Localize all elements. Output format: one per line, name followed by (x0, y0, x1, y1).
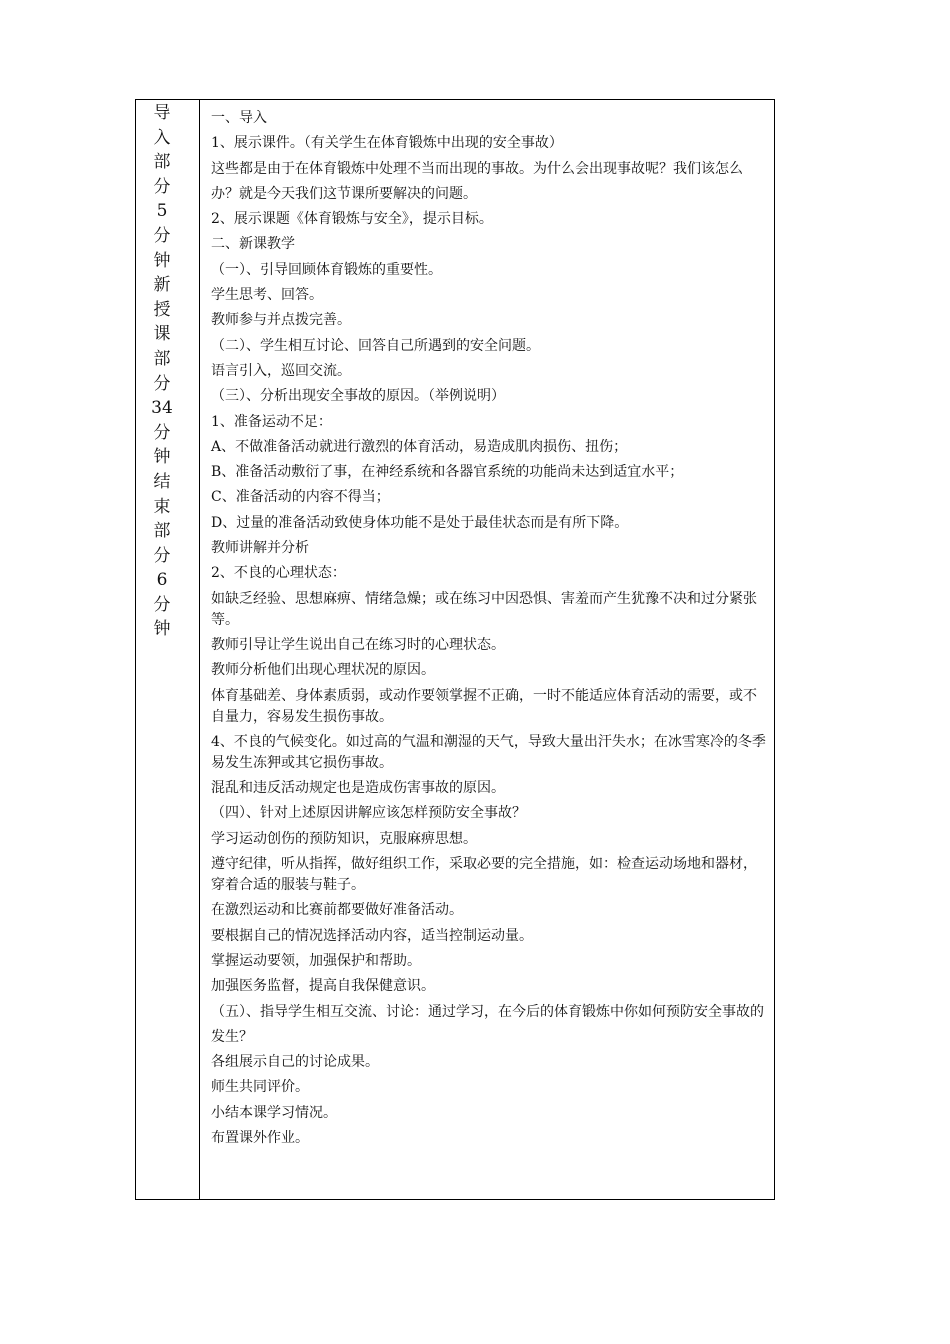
stage-char: 导 (153, 103, 171, 123)
stage-char: 分 (153, 594, 171, 615)
content-paragraph: 体育基础差、身体素质弱，或动作要领掌握不正确，一时不能适应体育活动的需要，或不自量力，容易发生损伤事故。 (211, 687, 757, 725)
content-paragraph: 1、准备运动不足： (211, 413, 332, 430)
stage-char: 钟 (153, 447, 171, 468)
content-paragraph: 4、不良的气候变化。如过高的气温和潮湿的天气，导致大量出汗失水；在冰雪寒冷的冬季易发生冻狎或其它损伤事故。 (211, 733, 766, 771)
stage-char: 授 (153, 299, 171, 320)
content-paragraph: （三）、分析出现安全事故的原因。（举例说明） (211, 388, 505, 405)
content-paragraph: D、过量的准备活动致使身体功能不是处于最佳状态而是有所下降。 (211, 514, 629, 531)
content-paragraph: 语言引入，巡回交流。 (211, 362, 351, 379)
stage-char: 分 (153, 373, 171, 394)
stage-char: 分 (153, 225, 171, 246)
stage-char: 5 (156, 201, 168, 222)
content-paragraph: 办？就是今天我们这节课所要解决的问题。 (211, 185, 477, 202)
stage-char: 新 (153, 275, 171, 296)
stage-time-labels (146, 101, 178, 642)
content-paragraph: 学习运动创伤的预防知识，克服麻痹思想。 (211, 830, 477, 847)
lesson-content (211, 108, 768, 1153)
stage-char: 部 (153, 348, 171, 369)
content-paragraph: 各组展示自己的讨论成果。 (211, 1054, 379, 1071)
stage-char: 部 (153, 521, 171, 542)
content-paragraph: （四）、针对上述原因讲解应该怎样预防安全事故？ (211, 805, 526, 822)
content-paragraph: 这些都是由于在体育锻炼中处理不当而出现的事故。为什么会出现事故呢？我们该怎么 (211, 160, 743, 177)
content-paragraph: 如缺乏经验、思想麻痹、情绪急燥；或在练习中因恐惧、害羞而产生犹豫不决和过分紧张等。 (211, 590, 757, 628)
content-paragraph: 布置课外作业。 (211, 1129, 309, 1146)
stage-char: 钟 (153, 619, 171, 640)
content-paragraph: 掌握运动要领，加强保护和帮助。 (211, 952, 421, 969)
stage-char: 部 (153, 152, 171, 173)
content-paragraph: 混乱和违反活动规定也是造成伤害事故的原因。 (211, 780, 505, 797)
content-paragraph: 2、不良的心理状态： (211, 565, 346, 582)
content-paragraph: 加强医务监督，提高自我保健意识。 (211, 978, 435, 995)
stage-column (136, 100, 200, 1199)
lesson-table (135, 99, 775, 1200)
content-paragraph: （五）、指导学生相互交流、讨论：通过学习，在今后的体育锻炼中你如何预防安全事故的 (211, 1003, 764, 1020)
stage-char: 6 (156, 570, 168, 591)
content-paragraph: B、准备活动敷衍了事，在神经系统和各器官系统的功能尚未达到适宜水平； (211, 464, 684, 481)
content-paragraph: （一）、引导回顾体育锻炼的重要性。 (211, 261, 442, 278)
stage-char: 分 (153, 422, 171, 443)
content-paragraph: 一、导入 (211, 110, 267, 126)
stage-char: 34 (151, 398, 173, 419)
content-paragraph: 二、新课教学 (211, 236, 295, 253)
content-paragraph: 遵守纪律，听从指挥，做好组织工作，采取必要的完全措施，如：检查运动场地和器材，穿着合适的服装与鞋子。 (211, 856, 757, 894)
content-paragraph: 教师讲解并分析 (211, 540, 309, 557)
content-paragraph: 学生思考、回答。 (211, 287, 323, 304)
content-paragraph: 教师引导让学生说出自己在练习时的心理状态。 (211, 636, 505, 653)
stage-char: 课 (153, 324, 171, 345)
stage-char: 结 (153, 471, 171, 492)
content-paragraph: 教师参与并点拨完善。 (211, 312, 351, 329)
content-paragraph: 发生？ (211, 1028, 253, 1045)
content-paragraph: 要根据自己的情况选择活动内容，适当控制运动量。 (211, 927, 533, 944)
stage-char: 入 (153, 127, 171, 148)
stage-char: 分 (153, 545, 171, 566)
content-paragraph: 2、展示课题《体育锻炼与安全》，提示目标。 (211, 211, 493, 228)
content-paragraph: （二）、学生相互讨论、回答自己所遇到的安全问题。 (211, 337, 540, 354)
content-paragraph: 小结本课学习情况。 (211, 1104, 337, 1121)
content-paragraph: 在激烈运动和比赛前都要做好准备活动。 (211, 902, 463, 919)
content-paragraph: C、准备活动的内容不得当； (211, 489, 390, 506)
content-paragraph: A、不做准备活动就进行激烈的体育活动，易造成肌肉损伤、扭伤； (211, 438, 628, 455)
content-paragraph: 教师分析他们出现心理状况的原因。 (211, 662, 435, 679)
stage-char: 束 (153, 496, 171, 517)
content-paragraph: 师生共同评价。 (211, 1079, 309, 1096)
stage-char: 分 (153, 176, 171, 197)
stage-char: 钟 (153, 250, 171, 271)
content-paragraph: 1、展示课件。（有关学生在体育锻炼中出现的安全事故） (211, 135, 563, 152)
